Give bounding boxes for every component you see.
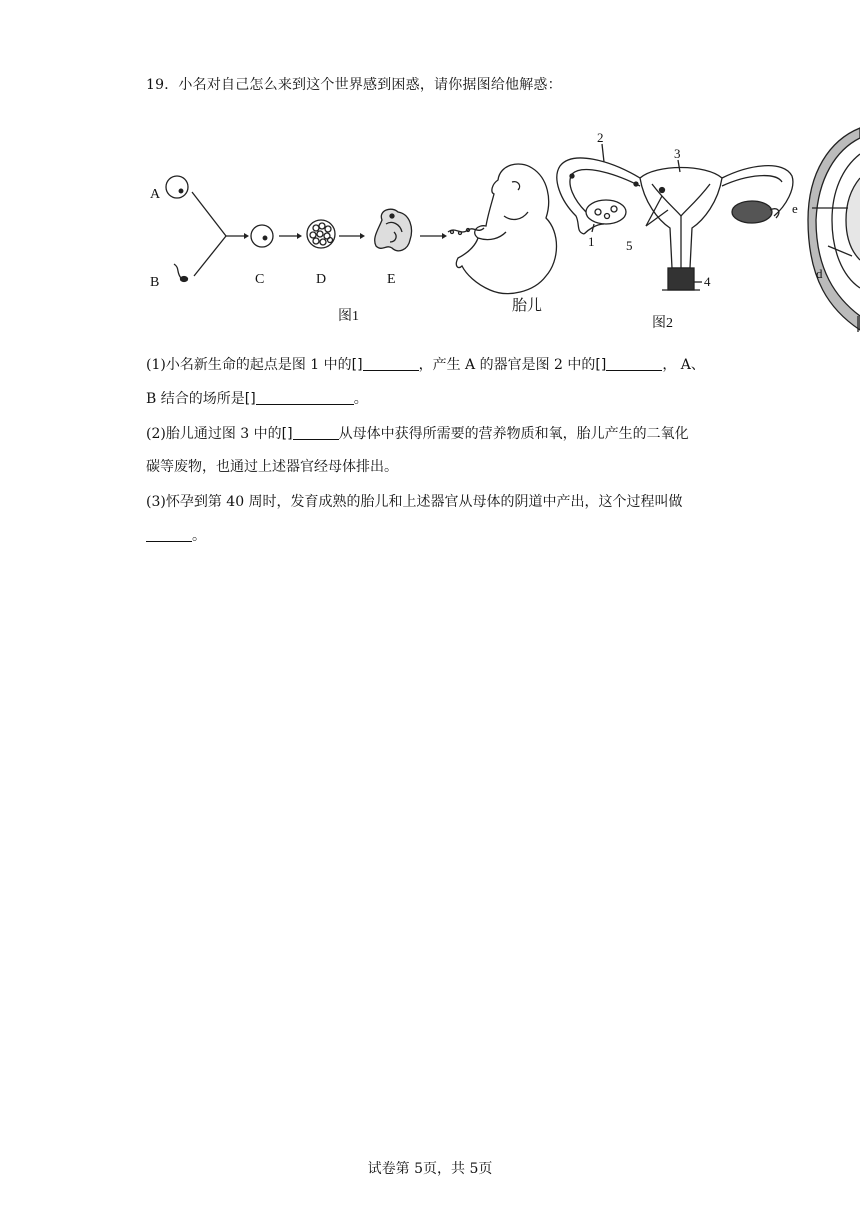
q1-bracket-1: [] <box>351 357 363 373</box>
q1-blank-2[interactable] <box>606 356 662 371</box>
zygote-c <box>251 225 273 247</box>
q2-line1 <box>146 424 689 444</box>
page-footer: 试卷第 5页，共 5页 <box>367 1161 493 1177</box>
fig1-label-c: C <box>255 272 265 287</box>
ovary-right <box>732 201 772 223</box>
fig2-label-2: 2 <box>597 130 604 145</box>
figure-2 <box>557 130 793 331</box>
q1-bracket-3: [] <box>244 391 256 407</box>
q1-text-a: (1)小名新生命的起点是图 1 中的 <box>146 357 352 373</box>
q2-text-a: (2)胎儿通过图 3 中的 <box>146 426 282 442</box>
q3-line1: (3)怀孕到第 40 周时，发育成熟的胎儿和上述器官从母体的阴道中产出，这个过程叫做 <box>146 494 683 510</box>
q1-text-b: ，产生 A 的器官是图 2 中的 <box>418 357 596 373</box>
question-figure <box>0 120 860 340</box>
q1-text-e: 。 <box>353 391 368 407</box>
fetus-label: 胎儿 <box>512 298 543 314</box>
figure-3-partial <box>792 128 860 332</box>
vagina <box>668 268 694 290</box>
fig2-label-4: 4 <box>704 274 711 289</box>
sperm-cell-b <box>174 264 188 282</box>
fig1-caption: 图1 <box>338 309 359 324</box>
q1-blank-1[interactable] <box>363 356 419 371</box>
ovary-left <box>586 200 626 224</box>
fig2-caption: 图2 <box>652 316 673 331</box>
question-title: 19．小名对自己怎么来到这个世界感到困惑，请你据图给他解惑： <box>146 77 562 93</box>
fig1-label-e: E <box>387 272 396 287</box>
q3-line2 <box>146 526 206 546</box>
fig2-label-3: 3 <box>674 146 681 161</box>
q1-bracket-2: [] <box>595 357 607 373</box>
fig3-label-d: d <box>816 266 823 281</box>
figure-1 <box>150 164 557 324</box>
egg-cell-a <box>166 176 188 198</box>
fig3-label-e: e <box>792 201 798 216</box>
q2-blank[interactable] <box>293 425 339 440</box>
q1-line1 <box>146 355 705 375</box>
q1-line2 <box>146 389 368 409</box>
q2-text-b: 从母体中获得所需要的营养物质和氧，胎儿产生的二氧化 <box>338 426 689 442</box>
q1-text-d: B 结合的场所是 <box>146 391 245 407</box>
embryo-cell-ball-d <box>307 220 335 248</box>
q2-line2: 碳等废物，也通过上述器官经母体排出。 <box>146 459 398 475</box>
q1-blank-3[interactable] <box>256 390 354 405</box>
fig1-label-a: A <box>150 187 161 202</box>
embryo-e <box>375 209 412 251</box>
fig2-label-5: 5 <box>626 238 633 253</box>
fetus-drawing <box>448 164 557 294</box>
q2-bracket: [] <box>281 426 293 442</box>
q3-blank[interactable] <box>146 527 192 542</box>
q1-text-c: ， A、 <box>662 357 705 373</box>
q3-text-end: 。 <box>192 528 206 544</box>
fig1-label-b: B <box>150 275 160 290</box>
fig1-label-d: D <box>316 272 327 287</box>
fig2-label-1: 1 <box>588 234 595 249</box>
